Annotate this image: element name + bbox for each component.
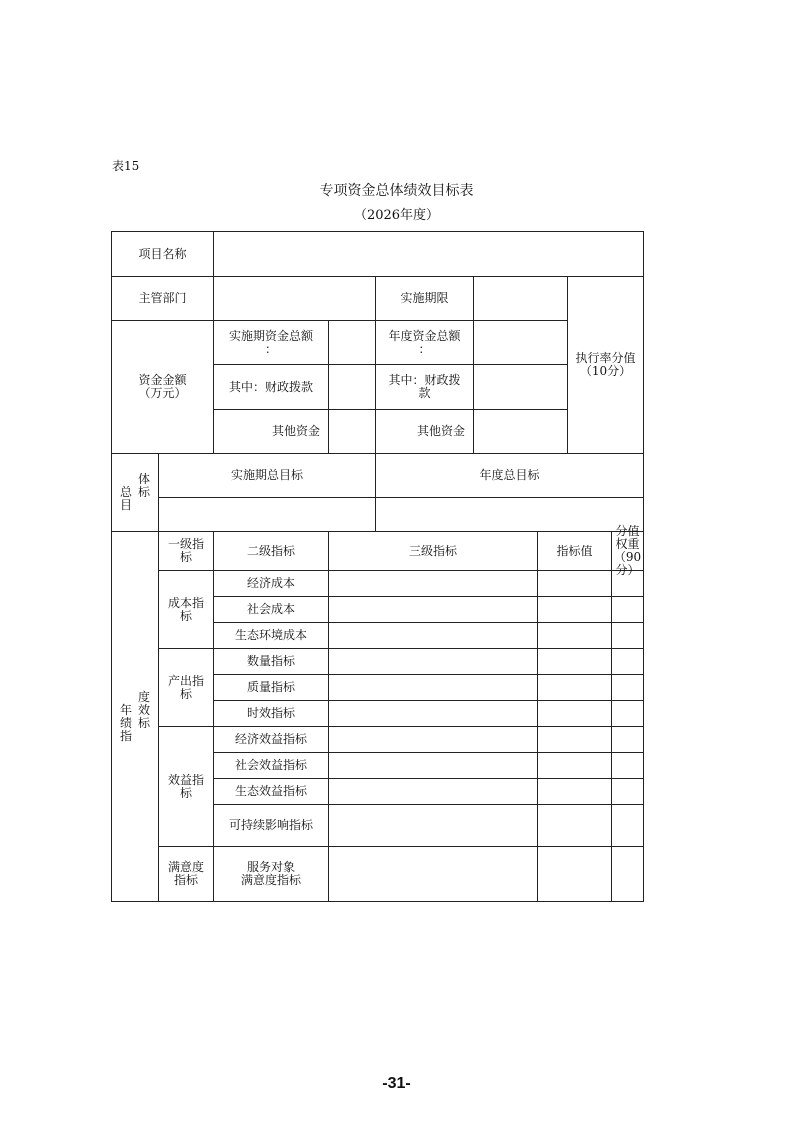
level3-cell[interactable] [329,847,538,902]
annual-fiscal-value[interactable] [474,365,568,410]
indicator-item: 时效指标 [214,701,329,727]
annual-total-line2: ： [418,341,431,356]
group-benefit-label [159,727,214,847]
value-weight-cells [538,623,644,649]
value-weight-cells [538,805,644,847]
level3-cell[interactable] [329,779,538,805]
value-cell[interactable] [538,753,612,778]
impl-total-line2: ： [265,341,278,356]
weight-cell[interactable] [612,805,643,846]
impl-goal-value[interactable] [159,498,376,532]
annual-goal-value[interactable] [376,498,644,532]
indicator-item: 生态效益指标 [214,779,329,805]
col-header-level3: 三级指标 [329,532,538,571]
group-benefit-line2: 标 [180,785,193,800]
indicator-item [214,847,329,902]
level3-cell[interactable] [329,727,538,753]
group-cost-line1: 成本指 [168,595,205,610]
annual-total-label [376,321,474,365]
level3-cell[interactable] [329,701,538,727]
weight-cell[interactable] [612,779,643,804]
annual-indicator-char: 绩 [119,715,132,730]
level3-cell[interactable] [329,675,538,701]
annual-indicator-char: 年 [119,702,132,717]
project-name-value[interactable] [214,232,644,277]
weight-cell[interactable] [612,597,643,622]
satisfaction-item-line1: 服务对象 [247,860,296,874]
value-weight-cells [538,701,644,727]
table-label: 表15 [112,159,140,173]
value-cell[interactable] [538,649,612,674]
department-value[interactable] [214,277,376,321]
value-weight-cells [538,847,644,902]
value-cell[interactable] [538,727,612,752]
weight-cell[interactable] [612,649,643,674]
level3-cell[interactable] [329,623,538,649]
department-label: 主管部门 [112,277,214,321]
period-value[interactable] [474,277,568,321]
annual-indicator-char: 度 [138,689,151,704]
group-output-line2: 标 [180,686,193,701]
indicator-item: 质量指标 [214,675,329,701]
overall-goal-char: 体 [138,472,151,486]
col-header-value-wrap [538,524,644,577]
annual-indicator-char: 指 [119,728,132,743]
annual-indicator-char: 标 [138,715,151,730]
satisfaction-item-line2: 满意度指标 [241,873,302,887]
value-cell[interactable] [538,779,612,804]
col-header-level1 [159,532,214,571]
value-weight-cells [538,675,644,701]
group-satisfaction-line1: 满意度 [168,860,205,874]
document-title: 专项资金总体绩效目标表 [319,183,474,199]
weight-cell[interactable] [612,623,643,648]
value-cell[interactable] [538,597,612,622]
value-weight-cells [538,649,644,675]
group-satisfaction-line2: 指标 [174,873,199,887]
col-header-level2: 二级指标 [214,532,329,571]
performance-target-table [111,231,644,902]
funds-label [112,321,214,454]
project-name-label: 项目名称 [112,232,214,277]
group-satisfaction-label [159,847,214,902]
col-header-value: 指标值 [538,532,612,570]
indicator-item: 数量指标 [214,649,329,675]
group-output-line1: 产出指 [168,673,205,688]
impl-total-value[interactable] [329,321,376,365]
indicator-item: 社会成本 [214,597,329,623]
group-cost-label [159,571,214,649]
annual-indicator-vertical [112,691,158,743]
indicator-item: 社会效益指标 [214,753,329,779]
group-cost-line2: 标 [180,608,193,623]
col-header-weight-line2: （90分） [613,550,642,577]
overall-goal-vertical [112,473,158,512]
level3-cell[interactable] [329,753,538,779]
value-weight-cells [538,727,644,753]
exec-rate-label [568,277,644,454]
value-weight-cells [538,571,644,597]
value-cell[interactable] [538,701,612,726]
annual-indicator-label [112,532,159,902]
funds-label-line1: 资金金额 [138,373,187,387]
value-weight-cells [538,753,644,779]
indicator-item: 经济效益指标 [214,727,329,753]
weight-cell[interactable] [612,727,643,752]
impl-other-label: 其他资金 [214,410,329,454]
value-weight-cells [538,597,644,623]
impl-total-line1: 实施期资金总额 [229,328,314,343]
annual-goal-label: 年度总目标 [376,454,644,498]
indicator-item: 生态环境成本 [214,623,329,649]
annual-other-label: 其他资金 [376,410,474,454]
document-subtitle: （2026年度） [353,208,440,223]
impl-other-value[interactable] [329,410,376,454]
impl-total-label [214,321,329,365]
level3-cell[interactable] [329,597,538,623]
col-header-level1-line1: 一级指 [168,537,205,551]
weight-cell[interactable] [612,753,643,778]
period-label: 实施期限 [376,277,474,321]
annual-total-line1: 年度资金总额 [388,328,461,343]
group-benefit-line1: 效益指 [168,772,205,787]
indicator-item: 可持续影响指标 [214,805,329,847]
level3-cell[interactable] [329,805,538,847]
impl-fiscal-label: 其中：财政拨款 [214,365,329,410]
col-header-weight [612,524,643,577]
weight-cell[interactable] [612,701,643,726]
impl-fiscal-value[interactable] [329,365,376,410]
annual-total-value[interactable] [474,321,568,365]
overall-goal-char: 总 [119,485,132,499]
overall-goal-char: 目 [119,498,132,512]
level3-cell[interactable] [329,571,538,597]
overall-goal-label [112,454,159,532]
annual-fiscal-line2: 款 [418,386,431,400]
weight-cell[interactable] [612,847,643,901]
weight-cell[interactable] [612,571,643,596]
weight-cell[interactable] [612,675,643,700]
annual-other-value[interactable] [474,410,568,454]
level3-cell[interactable] [329,649,538,675]
exec-rate-label-line2: （10分） [579,364,632,378]
exec-rate-label-line1: 执行率分值 [575,351,636,365]
group-output-label [159,649,214,727]
col-header-level1-line2: 标 [180,550,193,564]
annual-fiscal-label [376,365,474,410]
overall-goal-char: 标 [138,485,151,499]
value-cell[interactable] [538,675,612,700]
col-header-weight-line1: 分值权重 [615,524,640,551]
impl-goal-label: 实施期总目标 [159,454,376,498]
indicator-item: 经济成本 [214,571,329,597]
page-number: -31- [382,1075,411,1092]
value-cell[interactable] [538,571,612,596]
value-cell[interactable] [538,805,612,846]
value-cell[interactable] [538,847,612,901]
annual-fiscal-line1: 其中：财政拨 [388,373,461,387]
value-cell[interactable] [538,623,612,648]
funds-label-line2: （万元） [138,386,187,400]
annual-indicator-char: 效 [138,702,151,717]
value-weight-cells [538,779,644,805]
